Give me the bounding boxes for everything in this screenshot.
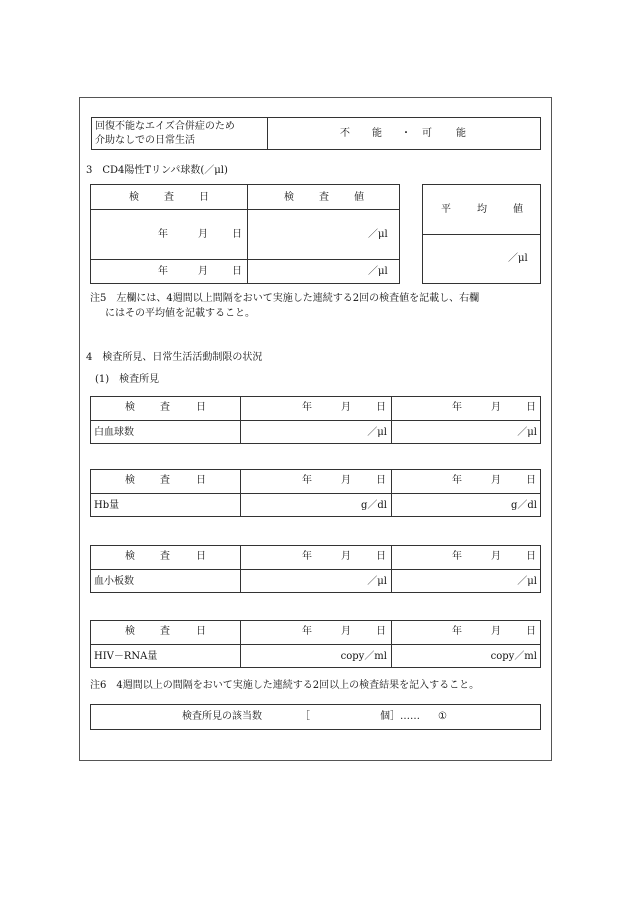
cd4-col-divider	[247, 184, 248, 284]
summary-count-input[interactable]	[316, 711, 376, 723]
lab-date-month[interactable]: 月	[491, 551, 501, 562]
opening-label-line1: 回復不能なエイズ合併症のため	[95, 121, 235, 132]
lab-header-label: 日	[196, 475, 206, 486]
lab-value-unit[interactable]: copy／ml	[490, 651, 537, 662]
lab-table-col-line	[391, 545, 392, 593]
lab-date-month[interactable]: 月	[491, 475, 501, 486]
cd4-header-date-1: 検	[129, 192, 139, 203]
lab-date-day[interactable]: 日	[526, 626, 536, 637]
section3-title: 3 CD4陽性Tリンパ球数(／μl)	[86, 165, 228, 176]
lab-date-month[interactable]: 月	[341, 475, 351, 486]
lab-header-label: 日	[196, 402, 206, 413]
lab-value-unit[interactable]: ／μl	[517, 427, 537, 438]
lab-date-day[interactable]: 日	[376, 551, 386, 562]
summary-unit: 個］……	[380, 711, 420, 722]
section4-subtitle: (1) 検査所見	[95, 374, 160, 385]
cd4-row1-month[interactable]: 月	[198, 229, 208, 240]
lab-table-col-line	[391, 620, 392, 668]
lab-date-year[interactable]: 年	[302, 402, 312, 413]
lab-date-day[interactable]: 日	[376, 475, 386, 486]
lab-date-day[interactable]: 日	[526, 402, 536, 413]
cd4-row2-unit[interactable]: ／μl	[368, 266, 388, 277]
note6: 注6 4週間以上の間隔をおいて実施した連続する2回以上の検査結果を記入すること。	[90, 680, 480, 691]
lab-header-label: 検	[125, 626, 135, 637]
lab-table-col-line	[240, 469, 241, 517]
cd4-header-date-3: 日	[199, 192, 209, 203]
lab-date-day[interactable]: 日	[376, 626, 386, 637]
lab-value-unit[interactable]: g／dl	[510, 500, 537, 511]
lab-header-label: 査	[160, 402, 170, 413]
lab-value-unit[interactable]: ／μl	[367, 427, 387, 438]
cd4-row1-unit[interactable]: ／μl	[368, 229, 388, 240]
section4-title: 4 検査所見、日常生活活動制限の状況	[86, 352, 263, 363]
lab-header-label: 査	[160, 475, 170, 486]
lab-header-label: 検	[125, 402, 135, 413]
lab-value-unit[interactable]: ／μl	[367, 576, 387, 587]
lab-date-year[interactable]: 年	[302, 475, 312, 486]
lab-table-col-line	[391, 396, 392, 444]
lab-header-label: 査	[160, 551, 170, 562]
cd4-average-header-1: 平	[441, 204, 451, 215]
cd4-row2-day[interactable]: 日	[232, 266, 242, 277]
lab-header-label: 査	[160, 626, 170, 637]
lab-value-unit[interactable]: ／μl	[517, 576, 537, 587]
summary-open-bracket: ［	[300, 711, 310, 722]
lab-table-row-line	[90, 569, 541, 570]
choice-nou-1[interactable]: 能	[372, 128, 382, 139]
lab-date-month[interactable]: 月	[491, 626, 501, 637]
lab-date-month[interactable]: 月	[341, 551, 351, 562]
cd4-average-line	[422, 234, 541, 235]
lab-table-col-line	[240, 396, 241, 444]
cd4-header-line	[90, 209, 400, 210]
lab-date-month[interactable]: 月	[341, 402, 351, 413]
opening-label-line2: 介助なしでの日常生活	[95, 135, 195, 146]
cd4-row-line	[90, 259, 400, 260]
cd4-header-value-3: 値	[354, 192, 364, 203]
lab-date-day[interactable]: 日	[526, 551, 536, 562]
cd4-header-value-2: 査	[319, 192, 329, 203]
lab-header-label: 検	[125, 475, 135, 486]
lab-value-unit[interactable]: g／dl	[360, 500, 387, 511]
choice-ka[interactable]: 可	[422, 128, 432, 139]
lab-date-year[interactable]: 年	[302, 626, 312, 637]
lab-table-row-line	[90, 493, 541, 494]
lab-item-label: 血小板数	[94, 576, 134, 587]
cd4-average-header-2: 均	[477, 204, 487, 215]
lab-date-year[interactable]: 年	[452, 551, 462, 562]
note5-line2: にはその平均値を記載すること。	[105, 308, 255, 319]
cd4-row1-year[interactable]: 年	[158, 229, 168, 240]
lab-header-label: 日	[196, 626, 206, 637]
lab-table-col-line	[391, 469, 392, 517]
lab-table-row-line	[90, 420, 541, 421]
lab-date-day[interactable]: 日	[376, 402, 386, 413]
cd4-header-value-1: 検	[284, 192, 294, 203]
choice-fu[interactable]: 不	[340, 128, 350, 139]
lab-date-year[interactable]: 年	[302, 551, 312, 562]
choice-nou-2[interactable]: 能	[456, 128, 466, 139]
note5-line1: 注5 左欄には、4週間以上間隔をおいて実施した連続する2回の検査値を記載し、右欄	[90, 293, 480, 304]
cd4-average-unit[interactable]: ／μl	[508, 253, 528, 264]
lab-item-label: HIV－RNA量	[94, 651, 158, 662]
summary-mark: ①	[438, 711, 447, 722]
cd4-average-header-3: 値	[513, 204, 523, 215]
summary-label: 検査所見の該当数	[182, 711, 262, 722]
lab-header-label: 検	[125, 551, 135, 562]
lab-date-month[interactable]: 月	[341, 626, 351, 637]
lab-date-year[interactable]: 年	[452, 626, 462, 637]
lab-date-day[interactable]: 日	[526, 475, 536, 486]
lab-table-col-line	[240, 620, 241, 668]
opening-divider	[267, 117, 268, 150]
cd4-row2-month[interactable]: 月	[198, 266, 208, 277]
lab-item-label: Hb量	[94, 500, 120, 511]
cd4-row1-day[interactable]: 日	[232, 229, 242, 240]
cd4-row2-year[interactable]: 年	[158, 266, 168, 277]
lab-table-row-line	[90, 644, 541, 645]
lab-date-year[interactable]: 年	[452, 402, 462, 413]
lab-header-label: 日	[196, 551, 206, 562]
choice-dot: ・	[401, 128, 411, 139]
lab-table-col-line	[240, 545, 241, 593]
lab-date-year[interactable]: 年	[452, 475, 462, 486]
cd4-header-date-2: 査	[164, 192, 174, 203]
lab-item-label: 白血球数	[94, 427, 134, 438]
lab-value-unit[interactable]: copy／ml	[340, 651, 387, 662]
lab-date-month[interactable]: 月	[491, 402, 501, 413]
